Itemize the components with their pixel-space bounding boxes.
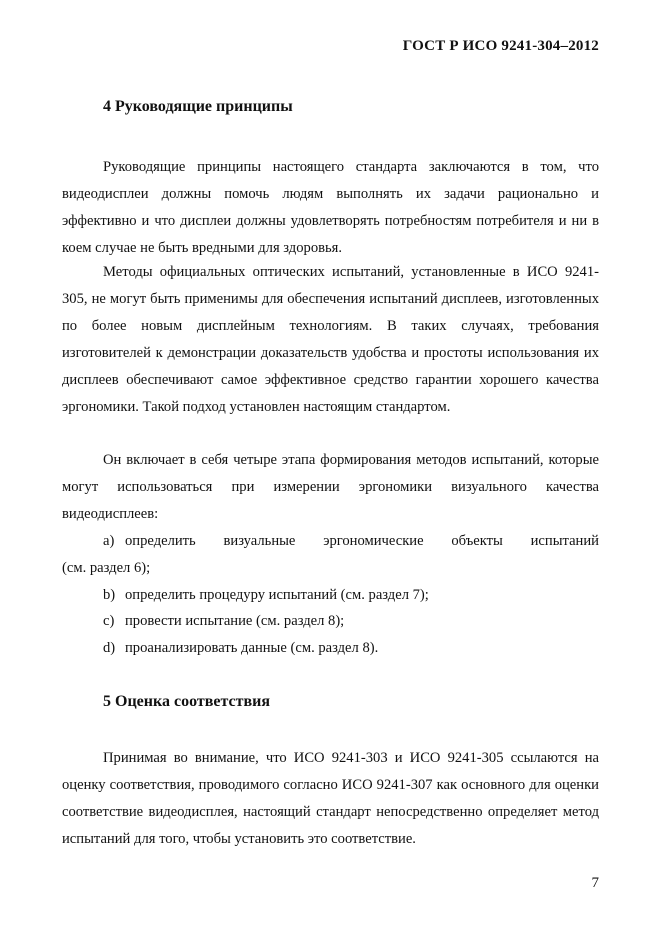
list-item-b	[62, 582, 599, 609]
list-marker: a)	[103, 533, 115, 549]
list-item-continuation: (см. раздел 6);	[62, 560, 151, 576]
list-marker: c)	[103, 613, 115, 629]
list-item-text: определить визуальные эргономические объекты испытаний	[125, 533, 599, 549]
list-item-text: проанализировать данные (см. раздел 8).	[125, 640, 379, 656]
section-4-paragraph-3: Он включает в себя четыре этапа формирования методов испытаний, которые могут использоваться при измерении эргономики визуального качества видеодисплеев:	[62, 452, 599, 522]
section-4-heading: 4 Руководящие принципы	[103, 98, 293, 115]
list-marker: b)	[103, 587, 116, 603]
section-5-heading: 5 Оценка соответствия	[103, 693, 270, 710]
document-header: ГОСТ Р ИСО 9241-304–2012	[402, 38, 599, 54]
list-item-a	[62, 528, 599, 582]
list-item-c	[62, 608, 599, 635]
section-5-paragraph-1: Принимая во внимание, что ИСО 9241-303 и ИСО 9241-305 ссылаются на оценку соответствия, проводимого согласно ИСО 9241-307 как основного для оценки соответствие видеодисплея, настоящий стандарт непосредственно определяет метод испытаний для того, чтобы установить это соответствие.	[62, 750, 599, 847]
list-item-d	[62, 635, 599, 662]
section-4-paragraph-1: Руководящие принципы настоящего стандарта заключаются в том, что видеодисплеи должны помочь людям выполнять их задачи рационально и эффективно и что дисплеи должны удовлетворять потребностям потребителя и ни в коем случае не быть вредными для здоровья.	[62, 159, 599, 256]
list-item-text: провести испытание (см. раздел 8);	[125, 613, 345, 629]
page-number: 7	[591, 875, 599, 891]
list-marker: d)	[103, 640, 116, 656]
section-4-paragraph-2: Методы официальных оптических испытаний, установленные в ИСО 9241-305, не могут быть применимы для обеспечения испытаний дисплеев, изготовленных по более новым дисплейным технологиям. В таких случаях, требования изготовителей к демонстрации доказательств удобства и простоты использования их дисплеев обеспечивают самое эффективное средство гарантии хорошего качества эргономики. Такой подход установлен настоящим стандартом.	[62, 264, 599, 415]
list-item-text: определить процедуру испытаний (см. раздел 7);	[125, 587, 429, 603]
